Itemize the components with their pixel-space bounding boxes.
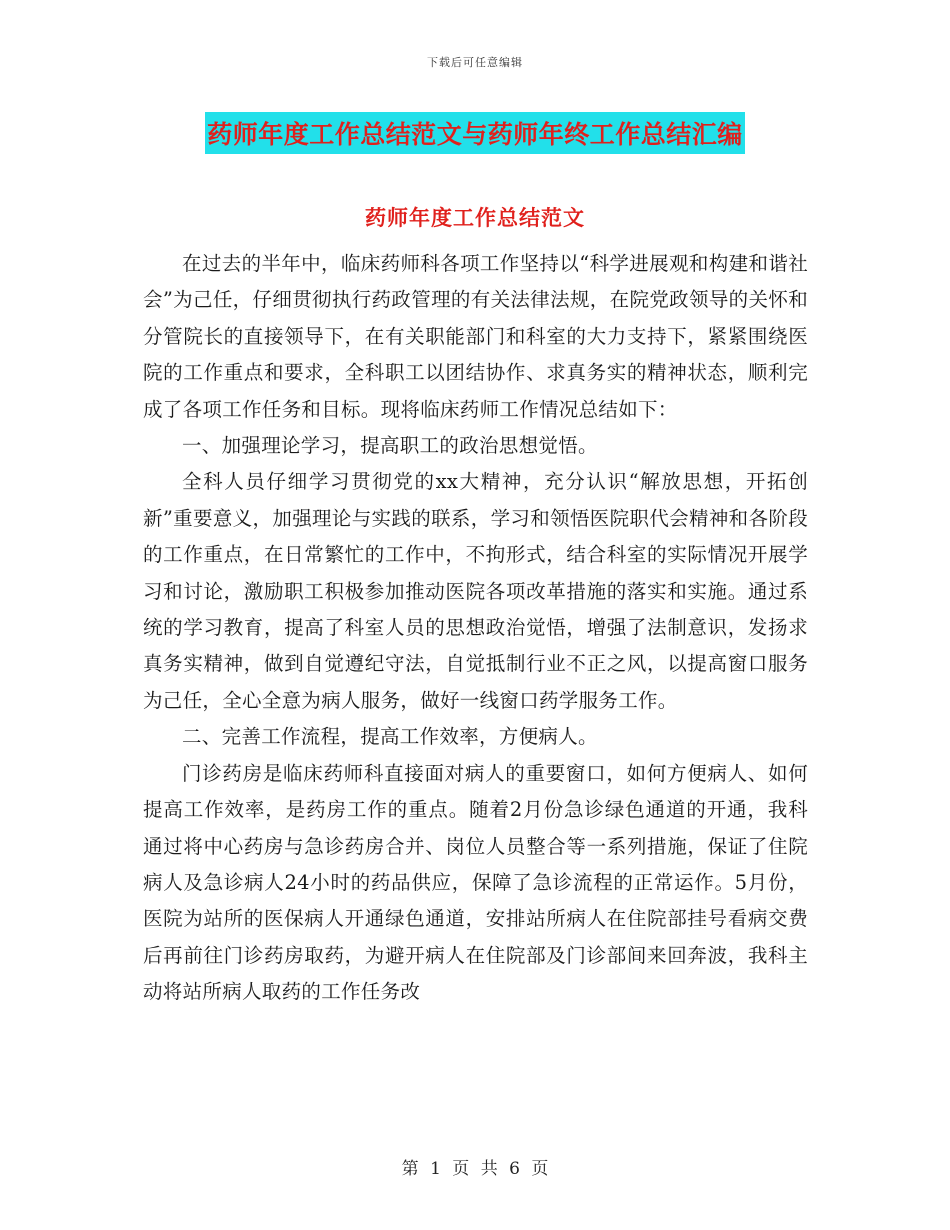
section-title: 药师年度工作总结范文 xyxy=(365,205,585,230)
heading-section-two: 二、完善工作流程，提高工作效率，方便病人。 xyxy=(182,725,598,749)
footer-total-pages: 6 xyxy=(509,1159,520,1179)
heading-section-one: 一、加强理论学习，提高职工的政治思想觉悟。 xyxy=(182,434,598,458)
footer-prefix: 第 xyxy=(401,1159,419,1179)
document-title: 药师年度工作总结范文与药师年终工作总结汇编 xyxy=(205,112,745,154)
footer-page-number: 1 xyxy=(430,1159,441,1179)
document-title-container xyxy=(0,112,950,154)
paragraph-section-two: 门诊药房是临床药师科直接面对病人的重要窗口，如何方便病人、如何提高工作效率，是药房工作的重点。随着2月份急诊绿色通道的开通，我科通过将中心药房与急诊药房合并、岗位人员整合等一系列措施，保证了住院病人及急诊病人24小时的药品供应，保障了急诊流程的正常运作。5月份，医院为站所的医保病人开通绿色通道，安排站所病人在住院部挂号看病交费后再前往门诊药房取药，为避开病人在住院部及门诊部间来回奔波，我科主动将站所病人取药的工作任务改 xyxy=(143,761,808,1004)
paragraph-intro: 在过去的半年中，临床药师科各项工作坚持以“科学进展观和构建和谐社会”为己任，仔细贯彻执行药政管理的有关法律法规，在院党政领导的关怀和分管院长的直接领导下，在有关职能部门和科室的大力支持下，紧紧围绕医院的工作重点和要求，全科职工以团结协作、求真务实的精神状态，顺利完成了各项工作任务和目标。现将临床药师工作情况总结如下： xyxy=(143,252,808,421)
footer-total-word: 共 xyxy=(480,1159,498,1179)
paragraph-section-one: 全科人员仔细学习贯彻党的xx大精神，充分认识“解放思想，开拓创新”重要意义，加强理论与实践的联系，学习和领悟医院职代会精神和各阶段的工作重点，在日常繁忙的工作中，不拘形式，结合科室的实际情况开展学习和讨论，激励职工积极参加推动医院各项改革措施的落实和实施。通过系统的学习教育，提高了科室人员的思想政治觉悟，增强了法制意识，发扬求真务实精神，做到自觉遵纪守法，自觉抵制行业不正之风，以提高窗口服务为己任，全心全意为病人服务，做好一线窗口药学服务工作。 xyxy=(143,470,808,712)
footer-suffix: 页 xyxy=(531,1159,549,1179)
page-footer xyxy=(0,1154,950,1179)
page-header-note: 下载后可任意编辑 xyxy=(427,56,523,69)
document-body xyxy=(143,246,808,1011)
footer-page-word: 页 xyxy=(452,1159,470,1179)
